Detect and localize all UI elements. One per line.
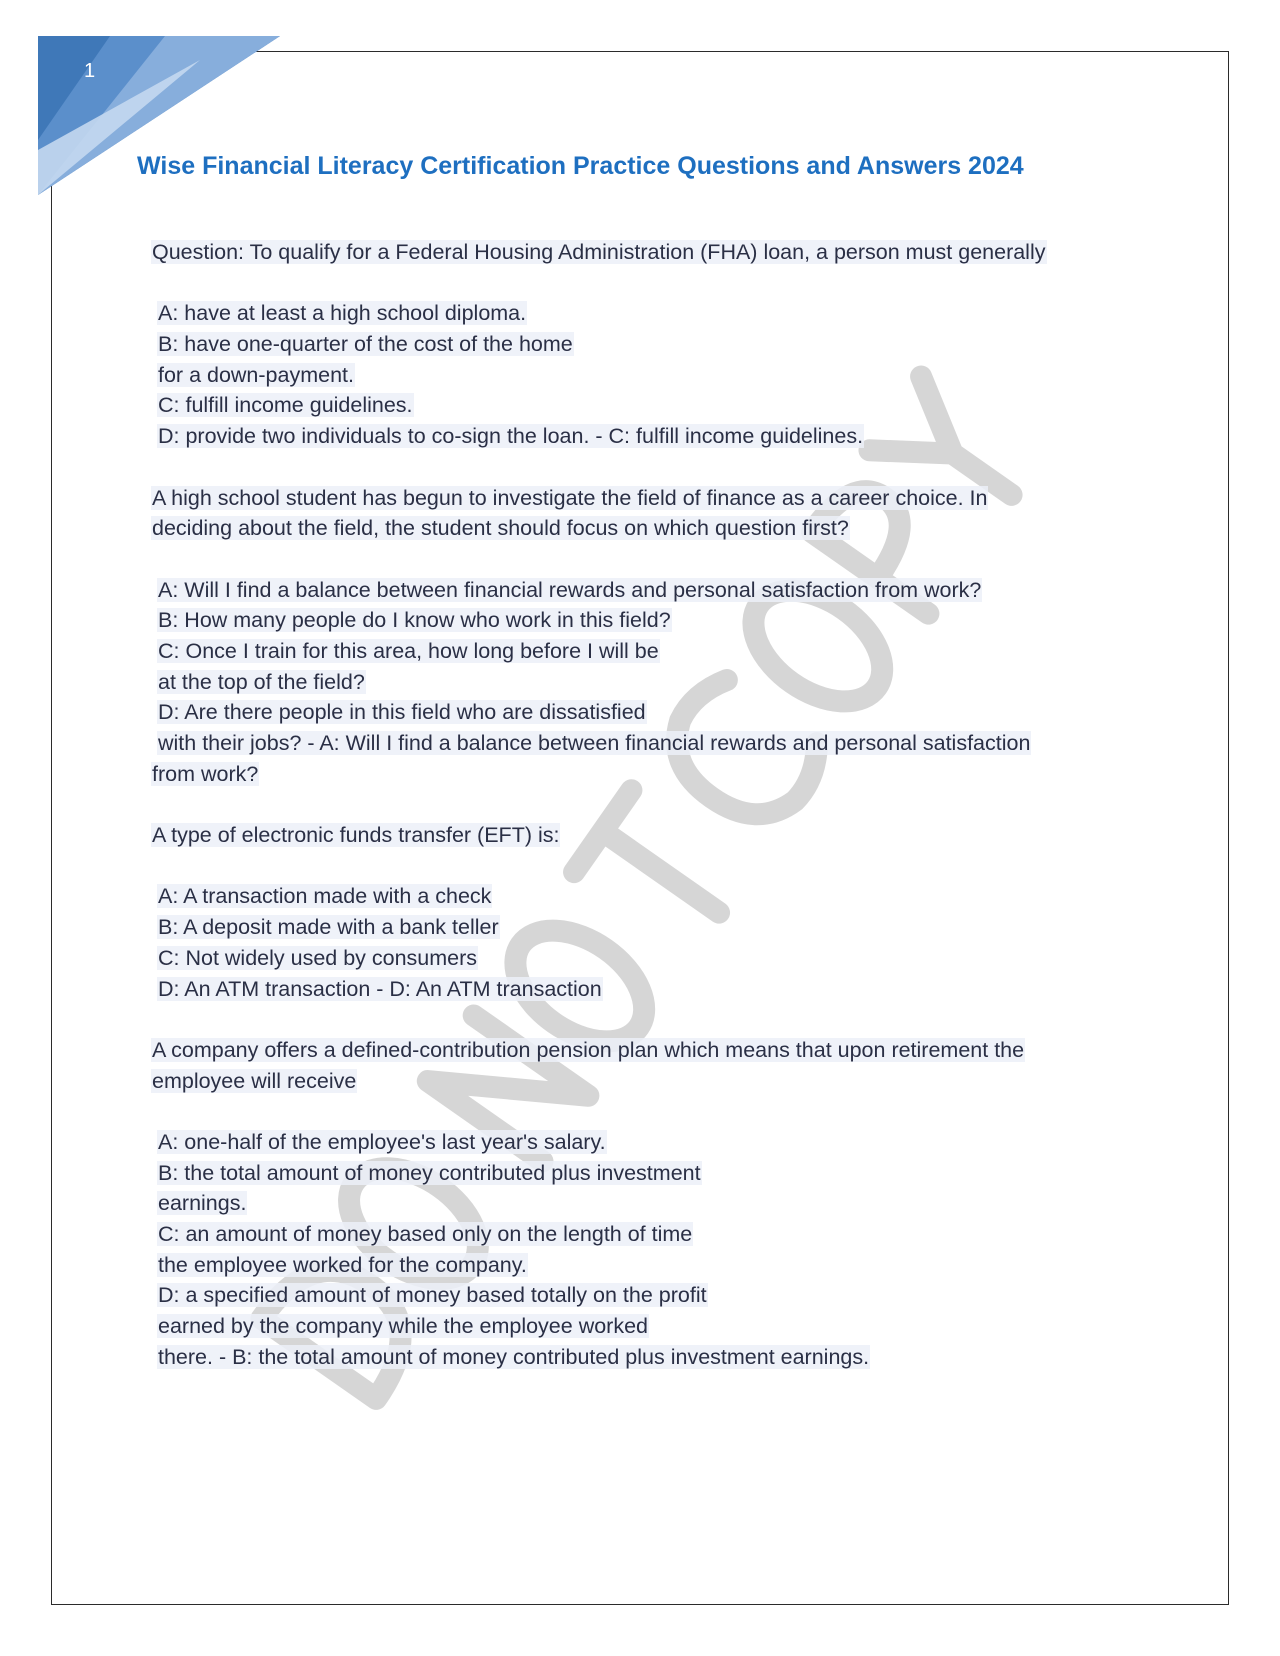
answer-option: C: an amount of money based only on the length of time (158, 1222, 693, 1246)
question-stem: Question: To qualify for a Federal Housing Administration (FHA) loan, a person must generally (152, 240, 1046, 264)
answer-option: the employee worked for the company. (158, 1252, 527, 1277)
answer-option: A: A transaction made with a check (158, 884, 492, 909)
answer-option: B: have one-quarter of the cost of the home (158, 332, 573, 357)
answer-option: D: Are there people in this field who are dissatisfied (158, 700, 646, 725)
corner-decoration (0, 0, 300, 220)
question-block (151, 1035, 1111, 1373)
answer-option: A: have at least a high school diploma. (158, 301, 527, 326)
question-stem: employee will receive (152, 1068, 357, 1093)
answer-option: for a down-payment. (158, 362, 354, 387)
answer-option: C: fulfill income guidelines. (158, 393, 413, 418)
question-list (151, 237, 1111, 1372)
question-stem: deciding about the field, the student should focus on which question first? (152, 516, 849, 541)
answer-option: with their jobs? - A: Will I find a balance between financial rewards and personal satisfaction (158, 731, 1031, 755)
question-block (151, 820, 1111, 1004)
answer-option: A: one-half of the employee's last year's salary. (158, 1129, 606, 1154)
answer-option: D: An ATM transaction - D: An ATM transaction (158, 976, 602, 1001)
question-stem: A company offers a defined-contribution pension plan which means that upon retirement the (152, 1037, 1025, 1062)
answer-option: D: provide two individuals to co-sign the loan. - C: fulfill income guidelines. (158, 424, 864, 449)
answer-option: B: the total amount of money contributed plus investment (158, 1160, 701, 1185)
question-block (151, 483, 1111, 790)
answer-option: C: Once I train for this area, how long before I will be (158, 638, 659, 663)
answer-option: D: a specified amount of money based totally on the profit (158, 1283, 707, 1308)
answer-option: at the top of the field? (158, 669, 365, 694)
answer-option: B: A deposit made with a bank teller (158, 915, 499, 940)
answer-option: C: Not widely used by consumers (158, 945, 478, 970)
answer-option: earned by the company while the employee worked (158, 1314, 649, 1339)
document-title: Wise Financial Literacy Certification Practice Questions and Answers 2024 (137, 152, 1024, 180)
answer-option: A: Will I find a balance between financial rewards and personal satisfaction from work? (158, 577, 982, 602)
page-number: 1 (84, 60, 96, 82)
question-stem: A high school student has begun to investigate the field of finance as a career choice. In (152, 485, 988, 510)
question-block (151, 237, 1111, 452)
answer-option: from work? (152, 761, 259, 786)
answer-option: B: How many people do I know who work in this field? (158, 608, 671, 633)
answer-option: there. - B: the total amount of money contributed plus investment earnings. (158, 1344, 870, 1369)
question-stem: A type of electronic funds transfer (EFT) is: (152, 823, 560, 848)
answer-option: earnings. (158, 1191, 247, 1216)
